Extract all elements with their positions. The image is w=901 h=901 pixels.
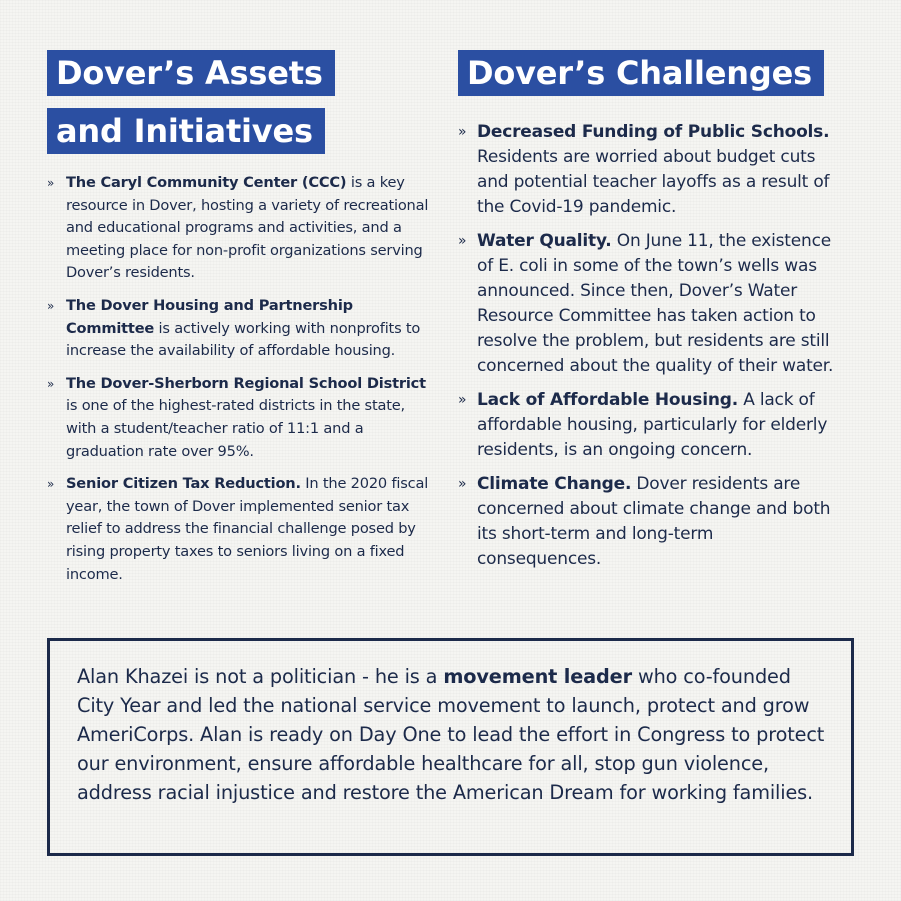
item-title: The Dover Housing and Partnership Committee — [66, 296, 353, 337]
bullet-icon: » — [47, 298, 55, 313]
bullet-icon: » — [458, 476, 467, 492]
assets-column — [47, 50, 435, 596]
challenges-list — [458, 120, 838, 572]
item-text: Dover residents are concerned about climate change and both its short-term and long-term consequences. — [477, 474, 831, 569]
bullet-icon: » — [458, 124, 467, 140]
candidate-callout-box — [47, 638, 854, 856]
challenges-list-item — [458, 472, 838, 572]
challenges-list-item — [458, 388, 838, 463]
item-title: Decreased Funding of Public Schools. — [477, 122, 830, 142]
assets-heading — [47, 50, 435, 154]
bullet-icon: » — [47, 176, 55, 190]
item-text: On June 11, the existence of E. coli in some of the town’s wells was announced. Since then, Dover’s Water Resource Committee has taken action to resolve the problem, but residents are still concerned about the quality of their water. — [477, 231, 834, 376]
item-title: Water Quality. — [477, 231, 612, 251]
assets-list-item — [47, 473, 435, 586]
challenges-list-item — [458, 120, 838, 220]
item-text: is one of the highest-rated districts in the state, with a student/teacher ratio of 11:1 and a graduation rate over 95%. — [66, 397, 405, 460]
assets-heading-line-1: Dover’s Assets — [47, 50, 335, 96]
challenges-list-item — [458, 229, 838, 379]
assets-list-item — [47, 295, 435, 363]
item-title: The Caryl Community Center (CCC) — [66, 174, 347, 191]
challenges-column — [458, 50, 838, 581]
assets-list-item — [47, 172, 435, 285]
bullet-icon: » — [47, 376, 55, 391]
item-title: Climate Change. — [477, 474, 632, 494]
callout-emphasis: movement leader — [443, 665, 632, 688]
bullet-icon: » — [47, 477, 55, 492]
callout-text-end: who co-founded City Year and led the national service movement to launch, protect and grow AmeriCorps. Alan is ready on Day One to lead the effort in Congress to protect our environment, ensure affordable healthcare for all, stop gun violence, address racial injustice and restore the American Dream for working families. — [77, 665, 825, 804]
challenges-heading — [458, 50, 838, 96]
assets-list — [47, 172, 435, 586]
challenges-heading-line: Dover’s Challenges — [458, 50, 824, 96]
item-text: is actively working with nonprofits to increase the availability of affordable housing. — [66, 319, 421, 360]
bullet-icon: » — [458, 392, 467, 408]
item-title: Senior Citizen Tax Reduction. — [66, 475, 301, 493]
item-title: Lack of Affordable Housing. — [477, 390, 738, 410]
item-text: A lack of affordable housing, particularly for elderly residents, is an ongoing concern. — [477, 390, 828, 460]
bullet-icon: » — [458, 233, 467, 249]
item-text: Residents are worried about budget cuts and potential teacher layoffs as a result of the Covid-19 pandemic. — [477, 147, 830, 217]
item-title: The Dover-Sherborn Regional School District — [66, 374, 426, 392]
assets-heading-line-2: and Initiatives — [47, 108, 325, 154]
item-text: In the 2020 fiscal year, the town of Dover implemented senior tax relief to address the financial challenge posed by rising property taxes to seniors living on a fixed income. — [66, 475, 429, 583]
item-text: is a key resource in Dover, hosting a variety of recreational and educational programs and activities, and a meeting place for non-profit organizations serving Dover’s residents. — [66, 174, 429, 282]
assets-list-item — [47, 373, 435, 463]
callout-text-start: Alan Khazei is not a politician - he is a — [77, 665, 444, 688]
